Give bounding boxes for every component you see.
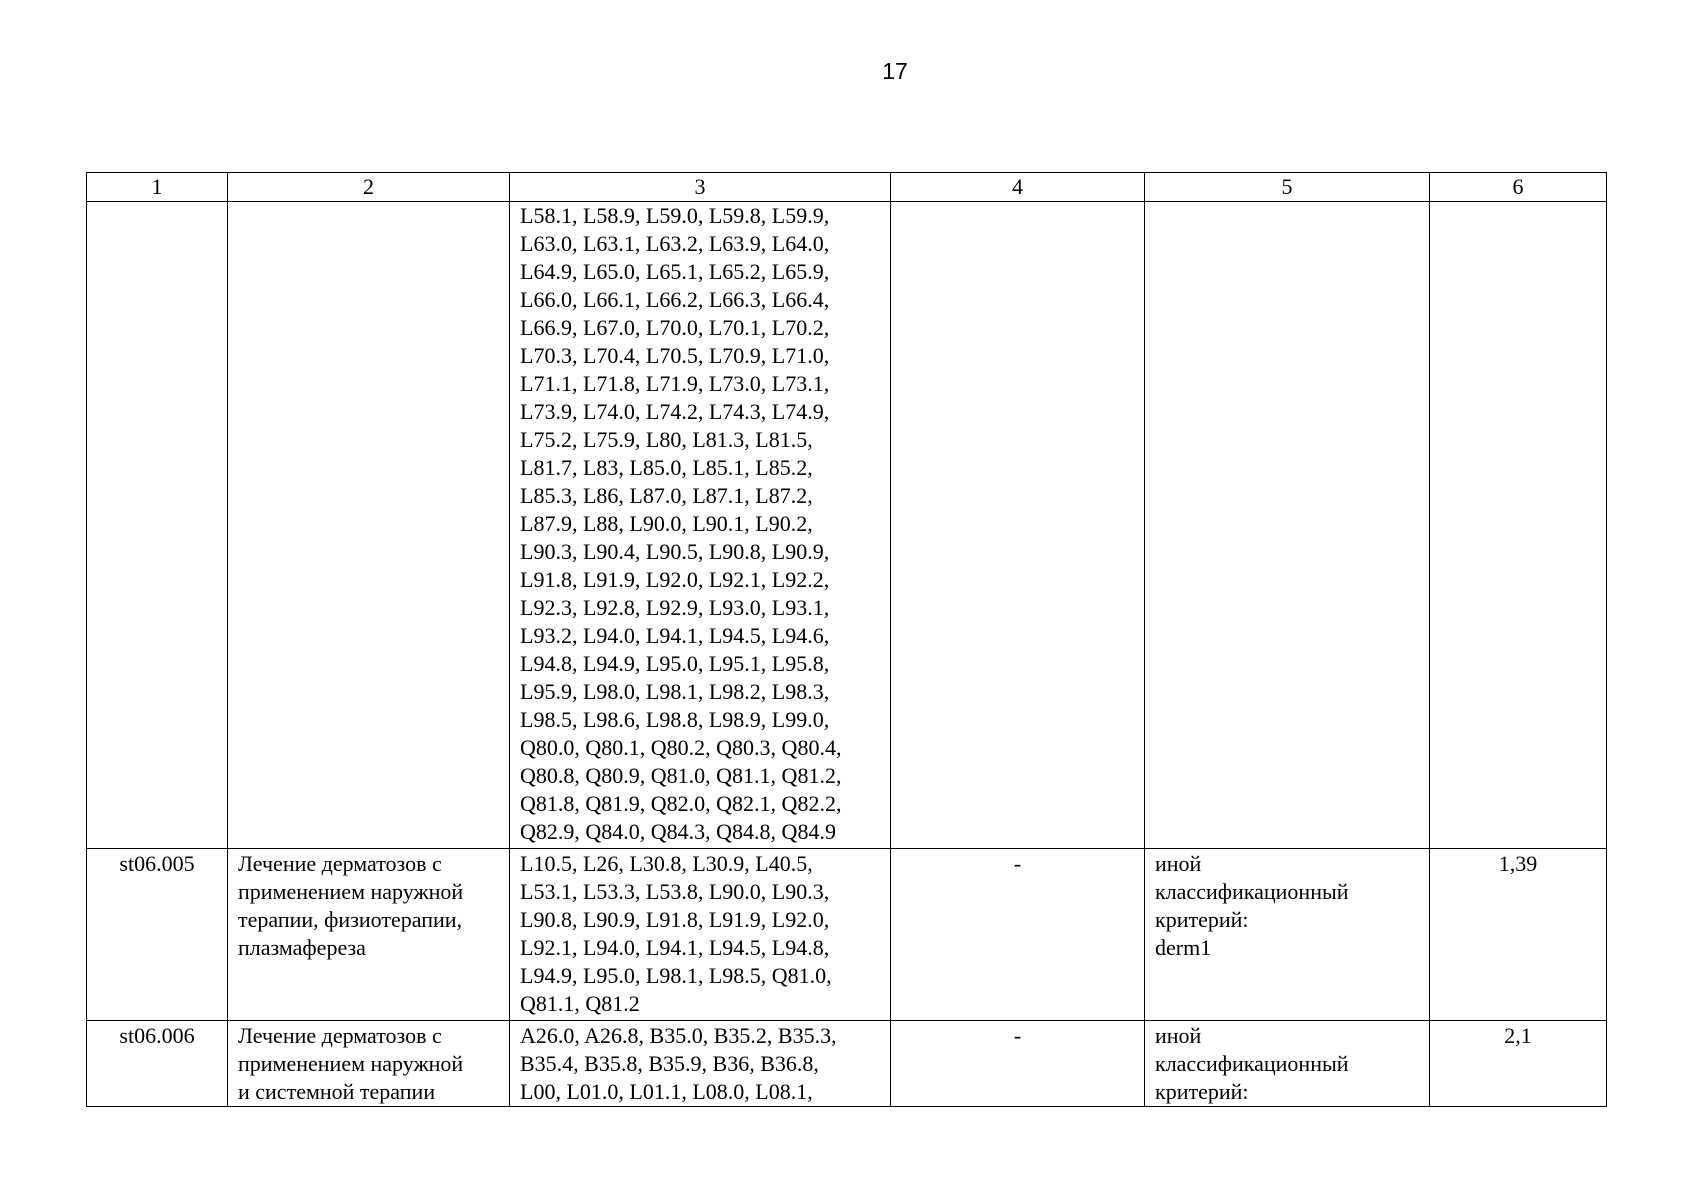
criteria-line: критерий: (1155, 1079, 1249, 1104)
cell-criteria (1145, 849, 1430, 1021)
cell-coefficient: 2,1 (1430, 1021, 1607, 1107)
header-col-6: 6 (1430, 173, 1607, 202)
codes-line: L66.9, L67.0, L70.0, L70.1, L70.2, (520, 315, 830, 340)
cell-code (87, 202, 228, 849)
codes-line: L64.9, L65.0, L65.1, L65.2, L65.9, (520, 259, 830, 284)
cell-diagnosis-codes (510, 849, 891, 1021)
codes-line: L98.5, L98.6, L98.8, L98.9, L99.0, (520, 707, 830, 732)
codes-line: L75.2, L75.9, L80, L81.3, L81.5, (520, 427, 813, 452)
criteria-line: иной (1155, 1023, 1202, 1048)
codes-line: Q80.8, Q80.9, Q81.0, Q81.1, Q81.2, (520, 763, 842, 788)
name-line: применением наружной (238, 1051, 464, 1076)
cell-col4 (891, 202, 1145, 849)
name-line: плазмафереза (238, 935, 366, 960)
codes-line: L91.8, L91.9, L92.0, L92.1, L92.2, (520, 567, 830, 592)
cell-coefficient (1430, 202, 1607, 849)
codes-line: L70.3, L70.4, L70.5, L70.9, L71.0, (520, 343, 830, 368)
table-row-continuation (87, 202, 1607, 849)
criteria-line: критерий: (1155, 907, 1249, 932)
cell-name (228, 202, 510, 849)
cell-name (228, 1021, 510, 1107)
codes-line: L95.9, L98.0, L98.1, L98.2, L98.3, (520, 679, 830, 704)
table-row (87, 1021, 1607, 1107)
codes-line: L53.1, L53.3, L53.8, L90.0, L90.3, (520, 879, 830, 904)
codes-line: Q80.0, Q80.1, Q80.2, Q80.3, Q80.4, (520, 735, 842, 760)
cell-col4: - (891, 1021, 1145, 1107)
codes-line: L94.8, L94.9, L95.0, L95.1, L95.8, (520, 651, 830, 676)
codes-line: L92.1, L94.0, L94.1, L94.5, L94.8, (520, 935, 830, 960)
codes-line: Q81.8, Q81.9, Q82.0, Q82.1, Q82.2, (520, 791, 842, 816)
cell-criteria (1145, 202, 1430, 849)
page-number: 17 (882, 58, 908, 84)
criteria-line: классификационный (1155, 879, 1349, 904)
header-col-5: 5 (1145, 173, 1430, 202)
codes-line: L90.3, L90.4, L90.5, L90.8, L90.9, (520, 539, 830, 564)
codes-line: L81.7, L83, L85.0, L85.1, L85.2, (520, 455, 813, 480)
name-line: применением наружной (238, 879, 464, 904)
header-row (87, 173, 1607, 202)
name-line: Лечение дерматозов с (238, 851, 442, 876)
criteria-line: иной (1155, 851, 1202, 876)
header-col-1: 1 (87, 173, 228, 202)
codes-line: L94.9, L95.0, L98.1, L98.5, Q81.0, (520, 963, 832, 988)
cell-name (228, 849, 510, 1021)
name-line: и системной терапии (238, 1079, 436, 1104)
cell-diagnosis-codes (510, 202, 891, 849)
cell-criteria (1145, 1021, 1430, 1107)
codes-line: Q82.9, Q84.0, Q84.3, Q84.8, Q84.9 (520, 819, 836, 844)
codes-line: L85.3, L86, L87.0, L87.1, L87.2, (520, 483, 813, 508)
name-line: терапии, физиотерапии, (238, 907, 463, 932)
codes-line: L93.2, L94.0, L94.1, L94.5, L94.6, (520, 623, 830, 648)
criteria-line: классификационный (1155, 1051, 1349, 1076)
header-col-4: 4 (891, 173, 1145, 202)
codes-line: L10.5, L26, L30.8, L30.9, L40.5, (520, 851, 813, 876)
cell-code: st06.006 (87, 1021, 228, 1107)
table-row (87, 849, 1607, 1021)
codes-line: L63.0, L63.1, L63.2, L63.9, L64.0, (520, 231, 830, 256)
criteria-line: derm1 (1155, 935, 1212, 960)
cell-diagnosis-codes (510, 1021, 891, 1107)
codes-line: L66.0, L66.1, L66.2, L66.3, L66.4, (520, 287, 830, 312)
codes-line: L00, L01.0, L01.1, L08.0, L08.1, (520, 1079, 813, 1104)
codes-line: Q81.1, Q81.2 (520, 991, 640, 1016)
codes-line: L71.1, L71.8, L71.9, L73.0, L73.1, (520, 371, 830, 396)
codes-line: L58.1, L58.9, L59.0, L59.8, L59.9, (520, 203, 830, 228)
name-line: Лечение дерматозов с (238, 1023, 442, 1048)
codes-line: A26.0, A26.8, B35.0, B35.2, B35.3, (520, 1023, 837, 1048)
codes-line: L73.9, L74.0, L74.2, L74.3, L74.9, (520, 399, 830, 424)
cell-code: st06.005 (87, 849, 228, 1021)
header-col-2: 2 (228, 173, 510, 202)
codes-line: L90.8, L90.9, L91.8, L91.9, L92.0, (520, 907, 830, 932)
codes-line: L87.9, L88, L90.0, L90.1, L90.2, (520, 511, 813, 536)
codes-line: L92.3, L92.8, L92.9, L93.0, L93.1, (520, 595, 830, 620)
ksg-table (86, 172, 1607, 1107)
cell-coefficient: 1,39 (1430, 849, 1607, 1021)
cell-col4: - (891, 849, 1145, 1021)
header-col-3: 3 (510, 173, 891, 202)
codes-line: B35.4, B35.8, B35.9, B36, B36.8, (520, 1051, 819, 1076)
